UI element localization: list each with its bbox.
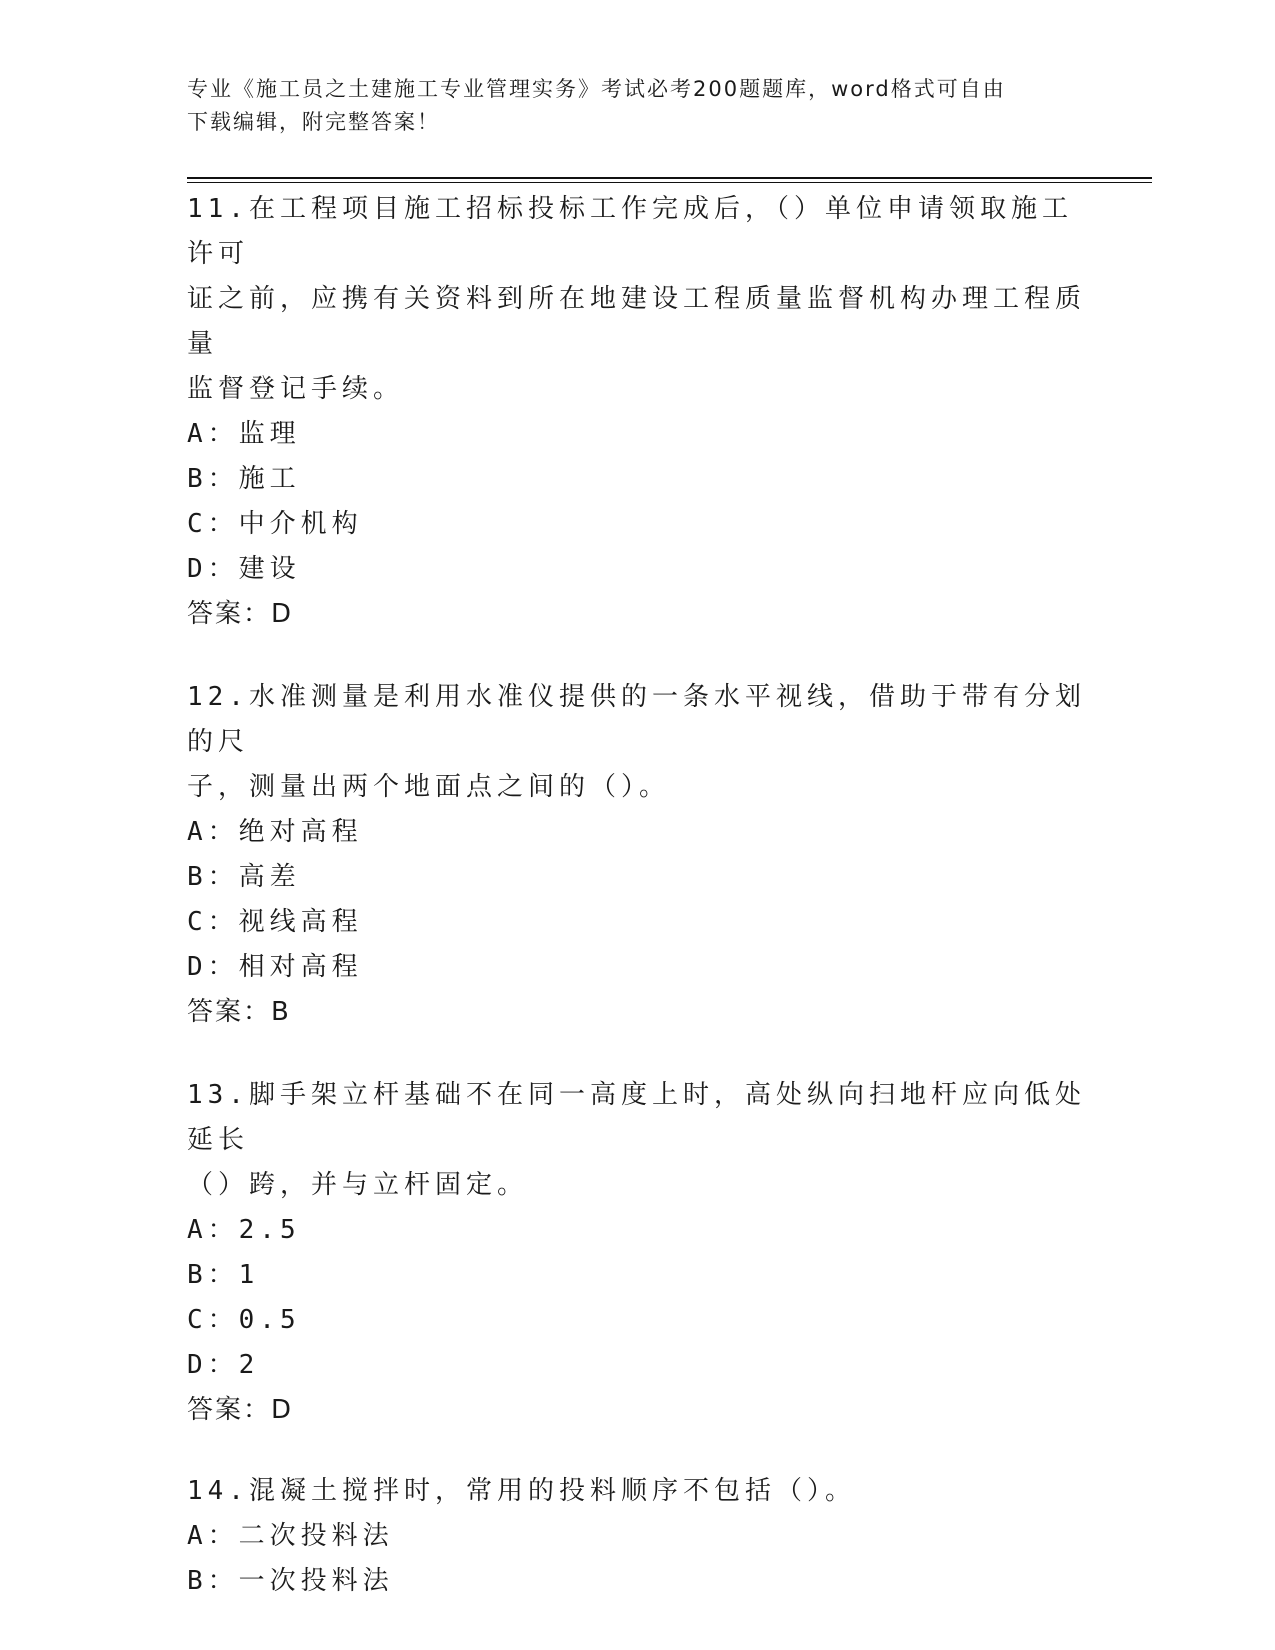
header-line-1: 专业《施工员之土建施工专业管理实务》考试必考200题题库，word格式可自由 — [187, 77, 1006, 101]
question-13 — [187, 1073, 1087, 1433]
question-list — [187, 187, 1087, 1634]
option-a: A：2.5 — [187, 1215, 301, 1245]
document-header — [187, 73, 1087, 139]
question-stem-line: 证之前，应携有关资料到所在地建设工程质量监督机构办理工程质量 — [187, 284, 1087, 359]
question-stem-line: （）跨，并与立杆固定。 — [187, 1170, 529, 1200]
answer-line: 答案：D — [187, 599, 294, 629]
question-stem-line: 子，测量出两个地面点之间的（）。 — [187, 772, 671, 802]
question-stem-line: 监督登记手续。 — [187, 374, 405, 404]
question-stem-line: 14.混凝土搅拌时，常用的投料顺序不包括（）。 — [187, 1476, 856, 1506]
answer-line: 答案：B — [187, 997, 291, 1027]
option-d: D：2 — [187, 1350, 260, 1380]
question-14 — [187, 1469, 1087, 1604]
question-stem-line: 13.脚手架立杆基础不在同一高度上时，高处纵向扫地杆应向低处延长 — [187, 1080, 1086, 1155]
question-stem-line: 11.在工程项目施工招标投标工作完成后，（）单位申请领取施工许可 — [187, 194, 1073, 269]
question-stem-line: 12.水准测量是利用水准仪提供的一条水平视线，借助于带有分划的尺 — [187, 682, 1086, 757]
question-11 — [187, 187, 1087, 637]
option-d: D：相对高程 — [187, 952, 363, 982]
question-12 — [187, 675, 1087, 1035]
option-b: B：一次投料法 — [187, 1566, 394, 1596]
answer-line: 答案：D — [187, 1395, 294, 1425]
option-b: B：高差 — [187, 862, 301, 892]
option-a: A：绝对高程 — [187, 817, 363, 847]
option-b: B：1 — [187, 1260, 260, 1290]
header-line-2: 下载编辑，附完整答案！ — [187, 110, 440, 134]
option-d: D：建设 — [187, 554, 301, 584]
header-divider-thin — [187, 182, 1152, 183]
option-c: C：中介机构 — [187, 509, 363, 539]
option-c: C：视线高程 — [187, 907, 363, 937]
option-a: A：监理 — [187, 419, 301, 449]
header-divider-thick — [187, 177, 1152, 179]
option-a: A：二次投料法 — [187, 1521, 394, 1551]
option-b: B：施工 — [187, 464, 301, 494]
option-c: C：0.5 — [187, 1305, 301, 1335]
